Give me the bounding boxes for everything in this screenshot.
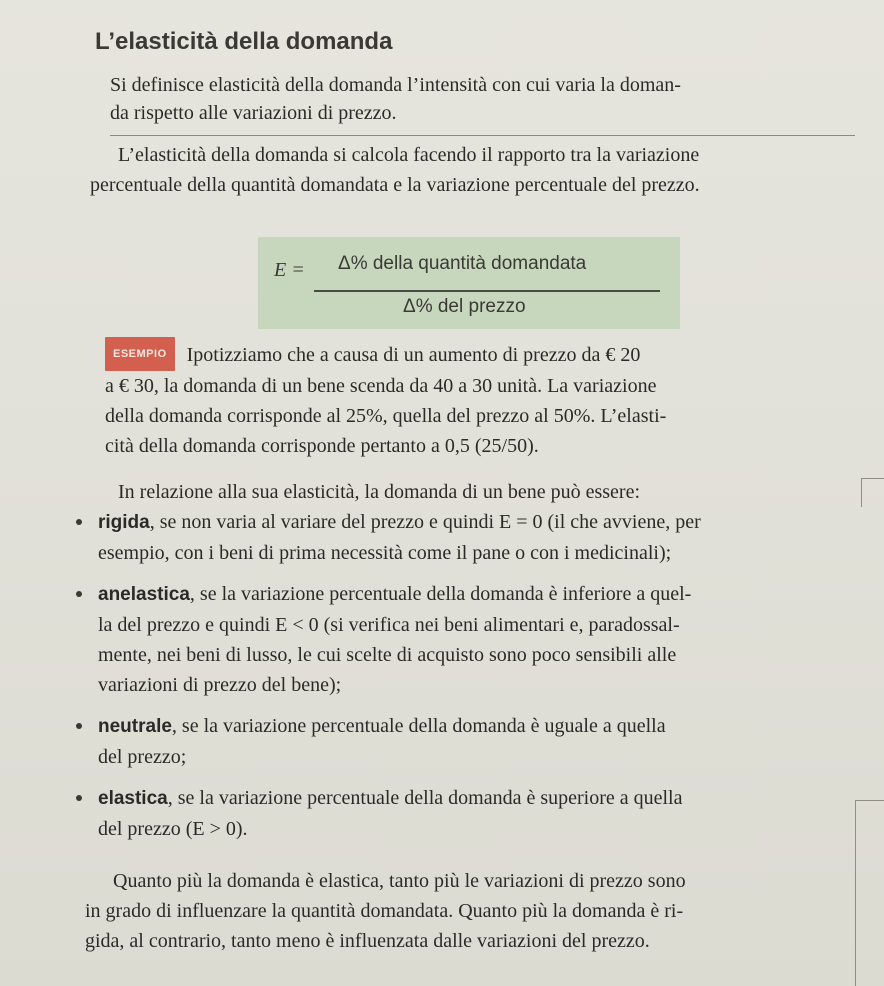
list-item-text: , se la variazione percentuale della domanda è uguale a quella <box>171 715 666 737</box>
list-item-text: , se la variazione percentuale della domanda è superiore a quella <box>167 787 683 809</box>
list-item-text: , se non varia al variare del prezzo e quindi E = 0 (il che avviene, per <box>149 511 701 533</box>
example-line-2: a € 30, la domanda di un bene scenda da 40 a 30 unità. La variazione <box>105 375 657 397</box>
list-item-line-2: del prezzo; <box>98 746 187 768</box>
list-item-line-1 <box>98 783 866 814</box>
elasticity-types-list <box>76 507 866 855</box>
term-neutrale: neutrale <box>98 716 172 737</box>
formula-denominator: Δ% del prezzo <box>403 296 526 317</box>
definition-box <box>110 71 855 136</box>
list-item-elastica <box>76 783 866 844</box>
margin-rule-bottom <box>855 800 884 986</box>
example-line-1-text: Ipotizziamo che a causa di un aumento di prezzo da € 20 <box>186 344 641 366</box>
final-line-1: Quanto più la domanda è elastica, tanto più le variazioni di prezzo sono <box>113 870 686 892</box>
list-item-rigida <box>76 507 866 568</box>
final-paragraph <box>85 866 865 956</box>
bullet-icon <box>76 723 82 729</box>
list-item-line-1 <box>98 507 866 538</box>
definition-line-2: da rispetto alle variazioni di prezzo. <box>110 102 397 124</box>
fraction-bar <box>314 290 660 292</box>
margin-rule-top <box>861 478 884 507</box>
calculation-paragraph <box>90 140 860 200</box>
formula-lhs: E = <box>274 259 305 281</box>
example-line-1 <box>105 337 865 371</box>
example-line-4: cità della domanda corrisponde pertanto a 0,5 (25/50). <box>105 435 539 457</box>
term-rigida: rigida <box>98 512 150 533</box>
list-item-line-1 <box>98 711 866 742</box>
example-paragraph <box>105 337 865 461</box>
formula-numerator: Δ% della quantità domandata <box>338 253 587 274</box>
bullet-icon <box>76 591 82 597</box>
bullet-icon <box>76 795 82 801</box>
list-item-line-1 <box>98 579 866 610</box>
list-item-neutrale <box>76 711 866 772</box>
definition-line-1: Si definisce elasticità della domanda l’intensità con cui varia la doman- <box>110 74 681 96</box>
list-item-line-2: del prezzo (E > 0). <box>98 818 248 840</box>
final-line-3: gida, al contrario, tanto meno è influenzata dalle variazioni del prezzo. <box>85 930 650 952</box>
section-title: L’elasticità della domanda <box>95 28 393 55</box>
list-item-line-3: mente, nei beni di lusso, le cui scelte di acquisto sono poco sensibili alle <box>98 644 677 666</box>
list-item-text: , se la variazione percentuale della domanda è inferiore a quel- <box>189 583 692 605</box>
final-line-2: in grado di influenzare la quantità domandata. Quanto più la domanda è ri- <box>85 900 684 922</box>
relation-intro-text: In relazione alla sua elasticità, la domanda di un bene può essere: <box>118 481 641 503</box>
list-item-anelastica <box>76 579 866 700</box>
relation-intro <box>118 477 858 507</box>
list-item-line-2: esempio, con i beni di prima necessità come il pane o con i medicinali); <box>98 542 672 564</box>
bullet-icon <box>76 519 82 525</box>
list-item-line-4: variazioni di prezzo del bene); <box>98 674 342 696</box>
term-elastica: elastica <box>98 788 168 809</box>
calculation-line-2: percentuale della quantità domandata e la variazione percentuale del prezzo. <box>90 174 700 196</box>
example-line-3: della domanda corrisponde al 25%, quella del prezzo al 50%. L’elasti- <box>105 405 667 427</box>
term-anelastica: anelastica <box>98 584 190 605</box>
calculation-line-1: L’elasticità della domanda si calcola facendo il rapporto tra la variazione <box>118 144 700 166</box>
elasticity-formula <box>258 237 680 329</box>
list-item-line-2: la del prezzo e quindi E < 0 (si verifica nei beni alimentari e, paradossal- <box>98 614 680 636</box>
example-badge: ESEMPIO <box>105 337 175 371</box>
